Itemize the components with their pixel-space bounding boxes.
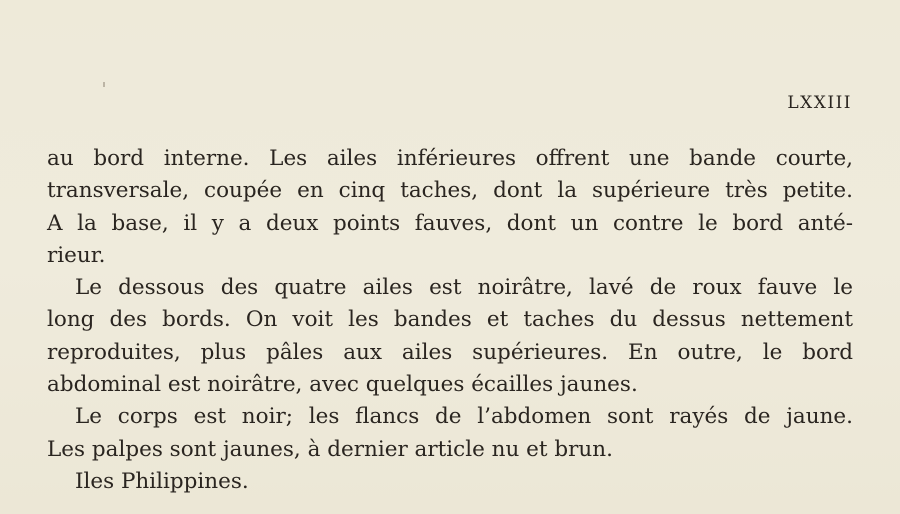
text-line: Les palpes sont jaunes, à dernier article nu et brun.	[47, 436, 613, 462]
page-number: LXXIII	[787, 93, 852, 113]
text-line: Le dessous des quatre ailes est noirâtre, lavé de roux fauve le	[75, 275, 853, 301]
text-line: rieur.	[47, 242, 106, 268]
body-text	[47, 143, 853, 498]
text-line: reproduites, plus pâles aux ailes supérieures. En outre, le bord	[47, 339, 853, 365]
text-line: A la base, il y a deux points fauves, dont un contre le bord anté-	[47, 210, 853, 236]
text-line: long des bords. On voit les bandes et taches du dessus nettement	[47, 307, 853, 333]
text-line: Iles Philippines.	[75, 468, 249, 494]
text-line: au bord interne. Les ailes inférieures offrent une bande courte,	[47, 146, 853, 171]
text-line: abdominal est noirâtre, avec quelques écailles jaunes.	[47, 372, 638, 398]
text-line: transversale, coupée en cinq taches, dont la supérieure très petite.	[47, 178, 853, 204]
text-line: Le corps est noir; les flancs de l’abdomen sont rayés de jaune.	[75, 404, 853, 430]
paper-speck	[103, 82, 105, 87]
